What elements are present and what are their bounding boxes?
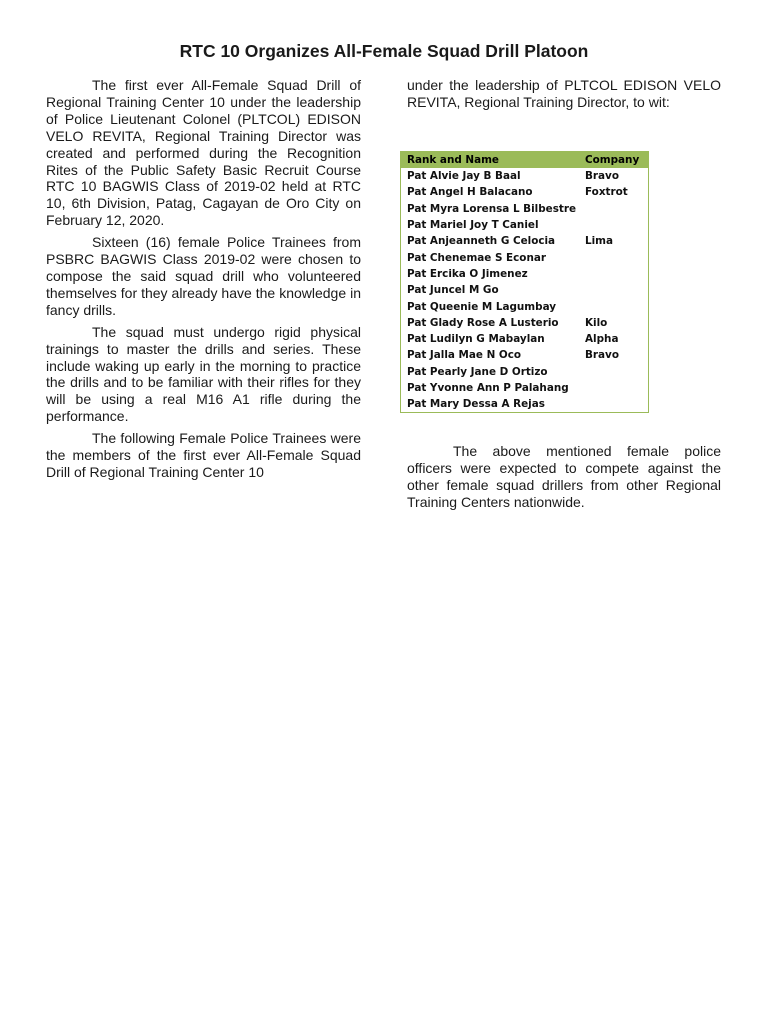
paragraph-training: The squad must undergo rigid physical trainings to master the drills and series. These include waking up early in the morning to practice the drills and to be familiar with their rifles for they will be using a real M16 A1 rifle during the performance. [46, 323, 361, 425]
table-row [401, 331, 649, 347]
header-company: Company [579, 152, 649, 169]
row-company [579, 217, 649, 233]
row-company: Alpha [585, 333, 619, 346]
row-company [579, 298, 649, 314]
table-row [401, 364, 649, 380]
row-name: Pat Mary Dessa A Rejas [407, 398, 545, 411]
row-name: Pat Chenemae S Econar [407, 251, 546, 264]
table-row [401, 347, 649, 363]
row-name: Pat Mariel Joy T Caniel [407, 219, 539, 232]
row-name: Pat Glady Rose A Lusterio [407, 316, 559, 329]
roster-table [400, 151, 649, 413]
table-row [401, 282, 649, 298]
article-title: RTC 10 Organizes All-Female Squad Drill Platoon [179, 41, 589, 61]
row-company: Kilo [585, 316, 608, 329]
row-company: Lima [585, 235, 614, 248]
row-company [579, 201, 649, 217]
row-name: Pat Anjeanneth G Celocia [407, 235, 556, 248]
table-row [401, 315, 649, 331]
paragraph-members: The following Female Police Trainees were the members of the first ever All-Female Squad Drill of Regional Training Center 10 [46, 430, 361, 480]
row-company [579, 266, 649, 282]
header-rank-name: Rank and Name [401, 152, 580, 169]
row-company [579, 364, 649, 380]
right-column [407, 77, 721, 116]
row-company [579, 282, 649, 298]
row-company [579, 380, 649, 396]
row-name: Pat Ercika O Jimenez [407, 267, 528, 280]
table-row [401, 298, 649, 314]
row-name: Pat Angel H Balacano [407, 186, 533, 199]
table-row [401, 266, 649, 282]
closing-block [407, 443, 721, 511]
row-name: Pat Myra Lorensa L Bilbestre [407, 202, 577, 215]
table-row [401, 233, 649, 249]
table-row [401, 201, 649, 217]
paragraph-closing: The above mentioned female police officers were expected to compete against the other female squad drillers from other Regional Training Centers nationwide. [407, 443, 721, 510]
row-name: Pat Pearly Jane D Ortizo [407, 365, 548, 378]
row-company: Foxtrot [585, 186, 628, 199]
paragraph-continuation: under the leadership of PLTCOL EDISON VELO REVITA, Regional Training Director, to wit: [407, 77, 721, 110]
row-name: Pat Queenie M Lagumbay [407, 300, 557, 313]
row-company [579, 396, 649, 413]
paragraph-trainees: Sixteen (16) female Police Trainees from PSBRC BAGWIS Class 2019-02 were chosen to compose the said squad drill who volunteered themselves for they already have the knowledge in fancy drills. [46, 234, 361, 318]
table-row [401, 184, 649, 200]
row-name: Pat Juncel M Go [407, 284, 499, 297]
row-company: Bravo [585, 349, 619, 362]
row-company [579, 249, 649, 265]
row-company: Bravo [585, 170, 619, 183]
row-name: Pat Jalla Mae N Oco [407, 349, 522, 362]
row-name: Pat Alvie Jay B Baal [407, 170, 521, 183]
paragraph-intro: The first ever All-Female Squad Drill of Regional Training Center 10 under the leadership of Police Lieutenant Colonel (PLTCOL) EDISON VELO REVITA, Regional Training Director was created and performed during the Recognition Rites of the Public Safety Basic Recruit Course RTC 10 BAGWIS Class of 2019-02 held at RTC 10, 6th Division, Patag, Cagayan de Oro City on February 12, 2020. [46, 77, 361, 229]
table-row [401, 380, 649, 396]
row-name: Pat Yvonne Ann P Palahang [407, 382, 569, 394]
table-row [401, 249, 649, 265]
row-name: Pat Ludilyn G Mabaylan [407, 333, 545, 346]
table-row [401, 396, 649, 413]
left-column [46, 77, 361, 486]
roster-header-row [401, 152, 649, 169]
table-row [401, 217, 649, 233]
table-row [401, 168, 649, 184]
